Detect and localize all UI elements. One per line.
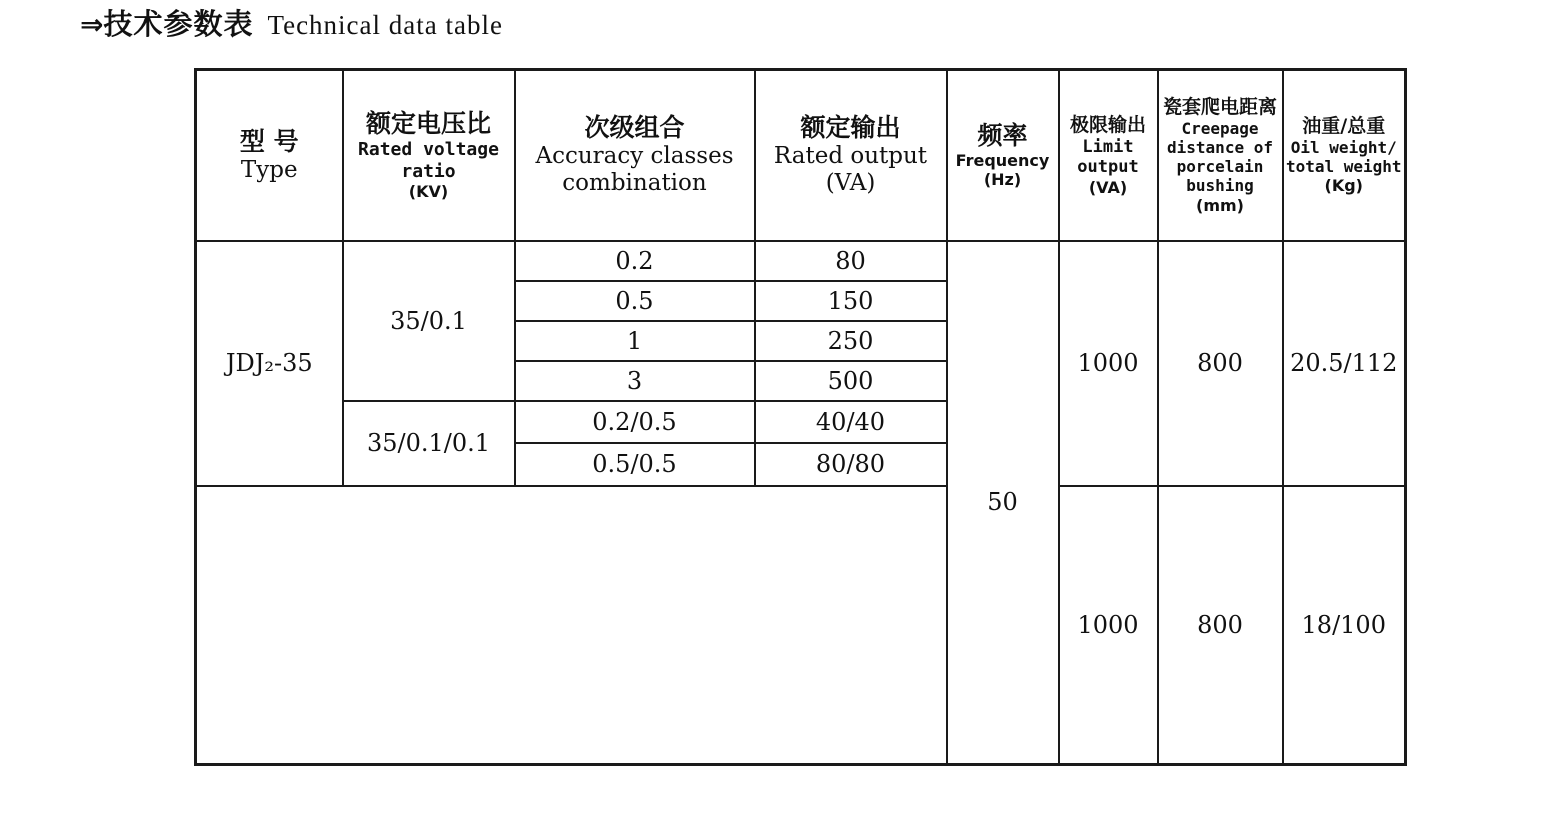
frequency-cell: 50 <box>947 241 1059 765</box>
header-row <box>196 70 1406 241</box>
class-cell: 0.5/0.5 <box>515 443 755 486</box>
class-cell: 0.2/0.5 <box>515 401 755 443</box>
technical-data-table <box>194 68 1407 766</box>
output-cell: 80 <box>755 241 947 281</box>
class-cell: 0.5 <box>515 281 755 321</box>
weight-cell: 18/100 <box>1283 486 1406 764</box>
limit-output-cell: 1000 <box>1059 486 1158 764</box>
title-english: Technical data table <box>267 10 503 40</box>
header-rated-voltage: 额定电压比 Rated voltage ratio (KV) <box>343 70 515 241</box>
limit-output-cell: 1000 <box>1059 241 1158 486</box>
creepage-cell: 800 <box>1158 486 1283 764</box>
header-rated-output: 额定输出 Rated output (VA) <box>755 70 947 241</box>
header-type: 型 号 Type <box>196 70 343 241</box>
arrow-icon: ⇒ <box>80 8 104 41</box>
output-cell: 80/80 <box>755 443 947 486</box>
class-cell: 0.2 <box>515 241 755 281</box>
ratio-cell: 35/0.1/0.1 <box>343 401 515 486</box>
output-cell: 150 <box>755 281 947 321</box>
page-title <box>80 4 503 44</box>
header-accuracy-classes: 次级组合 Accuracy classes combination <box>515 70 755 241</box>
header-frequency: 频率 Frequency (Hz) <box>947 70 1059 241</box>
header-weight: 油重/总重 Oil weight/ total weight (Kg) <box>1283 70 1406 241</box>
weight-cell: 20.5/112 <box>1283 241 1406 486</box>
type-cell: JDJ₂-35 <box>196 241 343 486</box>
creepage-cell: 800 <box>1158 241 1283 486</box>
ratio-cell: 35/0.1 <box>343 241 515 401</box>
header-limit-output: 极限输出 Limit output (VA) <box>1059 70 1158 241</box>
class-cell: 3 <box>515 361 755 401</box>
output-cell: 500 <box>755 361 947 401</box>
table-row <box>196 486 1406 764</box>
output-cell: 40/40 <box>755 401 947 443</box>
header-creepage: 瓷套爬电距离 Creepage distance of porcelain bushing (mm) <box>1158 70 1283 241</box>
class-cell: 1 <box>515 321 755 361</box>
table-row <box>196 241 1406 281</box>
erased-area <box>196 486 947 764</box>
title-chinese: 技术参数表 <box>103 7 254 41</box>
output-cell: 250 <box>755 321 947 361</box>
